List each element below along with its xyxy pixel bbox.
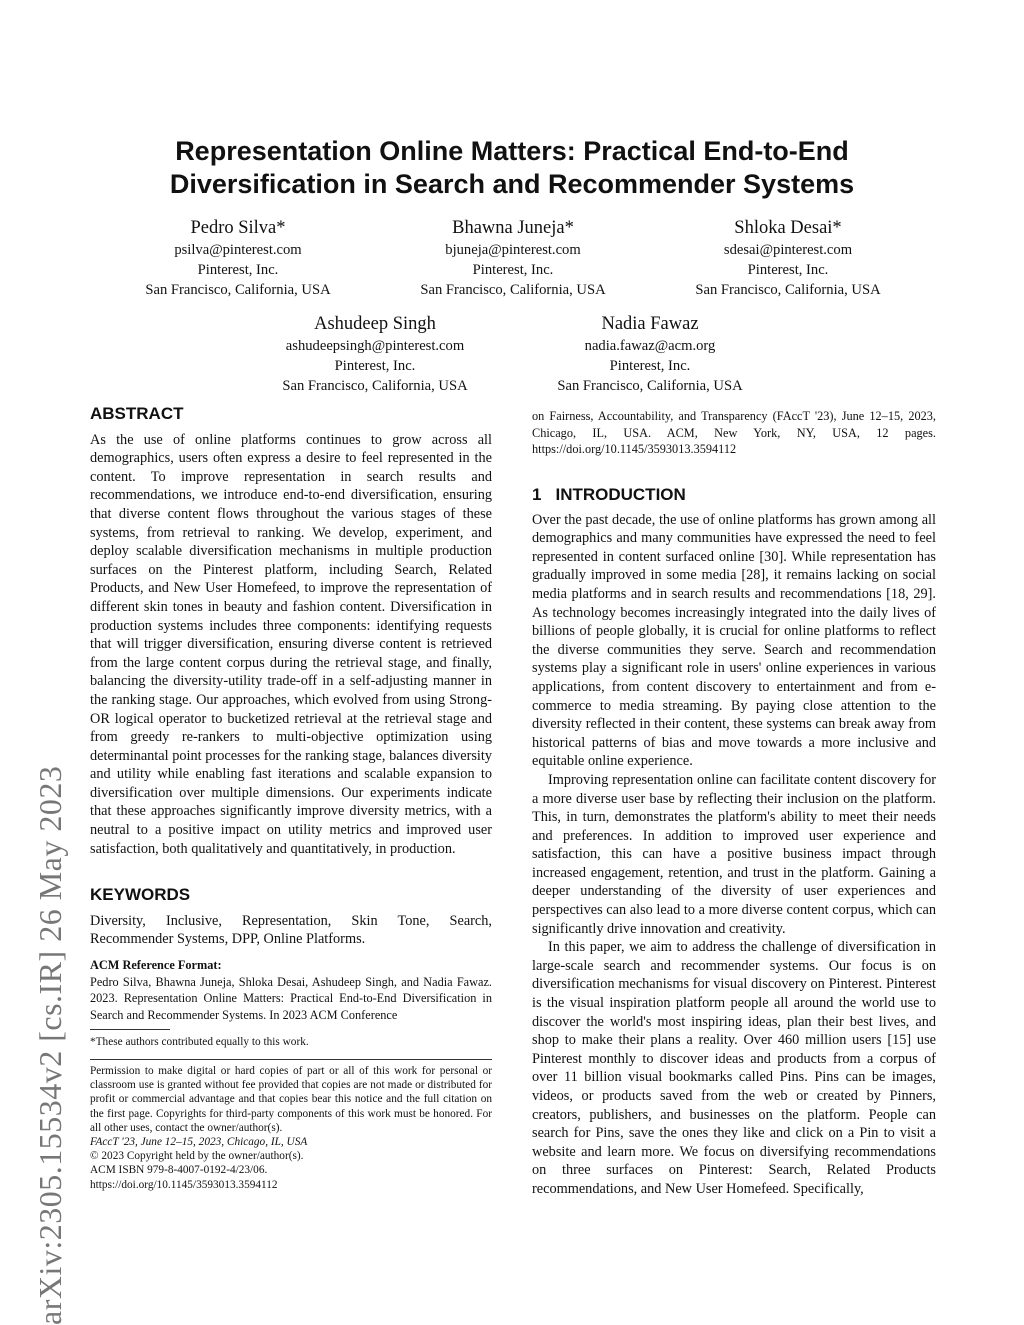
author-email[interactable]: sdesai@pinterest.com [723, 242, 853, 258]
author-location: San Francisco, California, USA [420, 282, 606, 298]
abstract-heading: ABSTRACT [90, 404, 184, 423]
acm-reference [90, 957, 492, 1023]
paper-title: Representation Online Matters: Practical End-to-End Diversification in Search and Recommender Systems [169, 136, 855, 199]
author-block [255, 312, 495, 396]
keywords-heading: KEYWORDS [90, 885, 191, 904]
abstract-text: As the use of online platforms continues to grow across all demographics, users often express a desire to feel represented in the content. To improve representation in search results and recommendations, we introduce end-to-end diversification, ensuring that diverse content flows throughout the various stages of these systems, from retrieval to ranking. We develop, experiment, and deploy scalable diversification mechanisms in multiple production surfaces on the Pinterest platform, including Search, Related Products, and New User Homefeed, to improve the representation of different skin tones in beauty and fashion content. Diversification in production systems includes three components: identifying requests that will trigger diversification, ensuring diverse content is retrieved from the large content corpus during the retrieval stage, and finally, balancing the diversity-utility trade-off in a self-adjusting manner in the ranking stage. Our approaches, which evolved from using Strong-OR logical operator to bucketized retrieval at the retrieval stage and from greedy re-rankers to multi-objective optimization using determinantal point processes for the ranking stage, balances diversity and utility while enabling fast iterations and scalable expansion to diversification over multiple dimensions. Our experiments indicate that these approaches significantly improve diversity metrics, with a neutral to a positive impact on utility metrics and improved user satisfaction, both qualitatively and quantitatively, in production. [90, 431, 492, 857]
section-number: 1 [532, 485, 542, 504]
acm-reference-continued [532, 408, 936, 458]
author-name: Nadia Fawaz [601, 314, 699, 334]
permission-block [90, 1064, 492, 1192]
author-name: Pedro Silva* [190, 218, 286, 238]
author-location: San Francisco, California, USA [557, 378, 743, 394]
conference-line: FAccT '23, June 12–15, 2023, Chicago, IL, USA [90, 1136, 308, 1149]
author-block [668, 216, 908, 300]
intro-paragraph: In this paper, we aim to address the challenge of diversification in large-scale search and recommender systems. Our focus is on diversification mechanisms for visual discovery on Pinterest. Pinterest is the visual inspiration platform people all around the world use to discover the world's most inspiring ideas, plan their best lives, and shop to make their plans a reality. Over 460 million users [15] use Pinterest monthly to discover ideas and products from a corpus of over 11 billion visual bookmarks called Pins. Pins can be images, videos, or products saved from the web or created by Pinners, creators, publishers, and businesses on the platform. People can search for Pins, save the ones they like and click on a Pin to visit a website and learn more. We focus on diversifying recommendations on three surfaces on Pinterest: Search, Related Products recommendations, and New User Homefeed. Specifically, [532, 939, 936, 1197]
author-name: Ashudeep Singh [314, 314, 436, 334]
copyright-line: © 2023 Copyright held by the owner/author(s). [90, 1150, 304, 1163]
author-email[interactable]: nadia.fawaz@acm.org [584, 338, 716, 354]
author-location: San Francisco, California, USA [282, 378, 468, 394]
author-email[interactable]: ashudeepsingh@pinterest.com [285, 338, 465, 354]
isbn-line: ACM ISBN 979-8-4007-0192-4/23/06. [90, 1164, 268, 1177]
section-title: INTRODUCTION [555, 485, 686, 504]
footnote-rule [90, 1029, 170, 1030]
doi-link[interactable]: https://doi.org/10.1145/3593013.3594112 [90, 1178, 278, 1191]
author-affiliation: Pinterest, Inc. [334, 358, 416, 374]
keywords-section [90, 886, 492, 949]
acm-reference-heading: ACM Reference Format: [90, 958, 222, 972]
permission-text: Permission to make digital or hard copies of part or all of this work for personal or classroom use is granted without fee provided that copies are not made or distributed for profit or commercial advantage and that copies bear this notice and the full citation on the first page. Copyrights for third-party components of this work must be honored. For all other uses, contact the owner/author(s). [90, 1065, 492, 1134]
intro-paragraph: Improving representation online can facilitate content discovery for a more diverse user base by reflecting their inclusion on the platform. This, in turn, demonstrates the platform's ability to meet their needs and preferences. In addition to improved user experience and satisfaction, this can have a positive business impact through increased engagement, retention, and trust in the platform. Gaining a deeper understanding of the diversity of user experiences and perspectives can also lead to a more diverse content corpus, which can significantly drive innovation and creativity. [532, 771, 936, 937]
author-affiliation: Pinterest, Inc. [472, 262, 554, 278]
author-email[interactable]: psilva@pinterest.com [174, 242, 302, 258]
author-block [118, 216, 358, 300]
intro-paragraph: Over the past decade, the use of online platforms has grown among all demographics and many communities have expressed the need to feel represented in content surfaced online [30]. While representation has gradually improved in some media [28], it remains lacking on social media platforms and in search results and recommendations [18, 29]. As technology becomes increasingly integrated into the daily lives of billions of people globally, it is crucial for online platforms to reflect the diverse communities they serve. Search and recommendation systems play a significant role in users' online experiences in various applications, from content discovery to entertainment and from e-commerce to media streaming. By paying close attention to the diversity reflected in their content, these systems can break away from historical patterns of bias and move towards a more inclusive and equitable online experience. [532, 511, 936, 770]
author-email[interactable]: bjuneja@pinterest.com [445, 242, 581, 258]
author-name: Bhawna Juneja* [452, 218, 574, 238]
author-affiliation: Pinterest, Inc. [197, 262, 279, 278]
section-heading [532, 486, 936, 505]
permission-rule [90, 1059, 492, 1060]
author-location: San Francisco, California, USA [695, 282, 881, 298]
author-name: Shloka Desai* [734, 218, 842, 238]
arxiv-identifier: arXiv:2305.15534v2 [cs.IR] 26 May 2023 [32, 765, 68, 1325]
author-block [530, 312, 770, 396]
author-location: San Francisco, California, USA [145, 282, 331, 298]
left-column [90, 405, 492, 858]
author-affiliation: Pinterest, Inc. [747, 262, 829, 278]
author-affiliation: Pinterest, Inc. [609, 358, 691, 374]
introduction-section [532, 486, 936, 1199]
author-block [393, 216, 633, 300]
acm-reference-continued-text: on Fairness, Accountability, and Transparency (FAccT '23), June 12–15, 2023, Chicago, IL, USA. ACM, New York, NY, USA, 12 pages. https://doi.org/10.1145/3593013.3594112 [532, 409, 936, 457]
keywords-text: Diversity, Inclusive, Representation, Skin Tone, Search, Recommender Systems, DPP, Online Platforms. [90, 912, 492, 948]
footnote: *These authors contributed equally to this work. [90, 1036, 309, 1048]
acm-reference-text: Pedro Silva, Bhawna Juneja, Shloka Desai, Ashudeep Singh, and Nadia Fawaz. 2023. Representation Online Matters: Practical End-to-End Diversification in Search and Recommender Systems. In 2023 ACM Conference [90, 974, 492, 1022]
